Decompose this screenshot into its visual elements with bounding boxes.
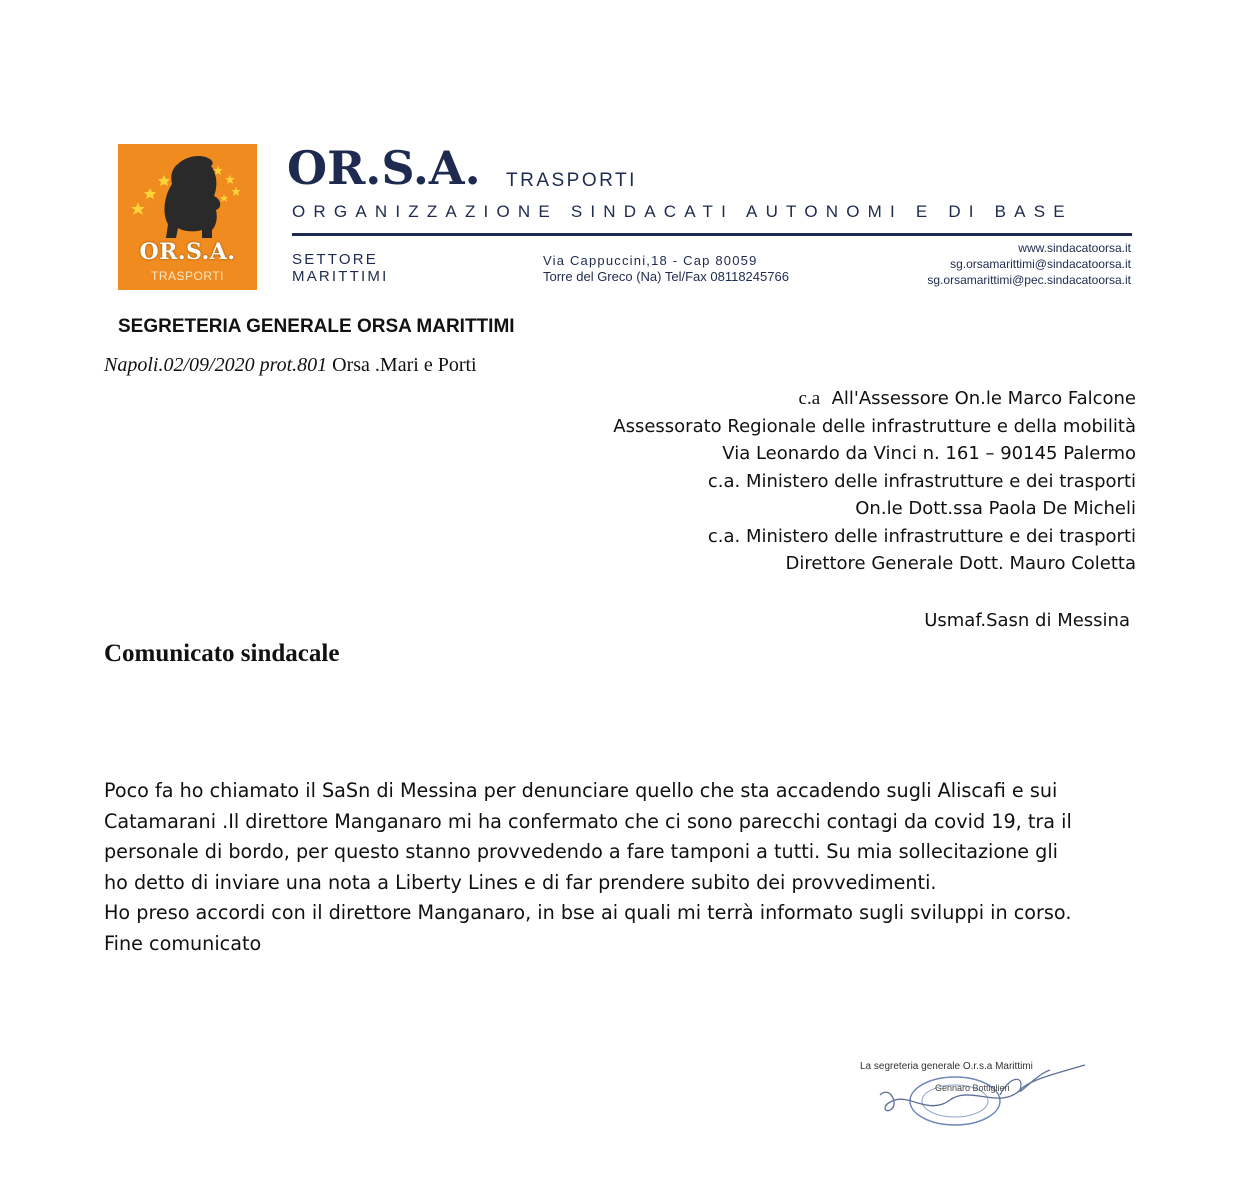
recipient-text: All'Assessore On.le Marco Falcone xyxy=(820,388,1136,409)
body-line: ho detto di inviare una nota a Liberty Lines e di far prendere subito dei provvedimenti. xyxy=(104,870,937,894)
office-heading: SEGRETERIA GENERALE ORSA MARITTIMI xyxy=(118,316,515,337)
website-link[interactable]: www.sindacatoorsa.it xyxy=(1018,241,1131,255)
recipient-line: Via Leonardo da Vinci n. 161 – 90145 Palermo xyxy=(722,443,1136,464)
recipient-line: c.a. Ministero delle infrastrutture e dei trasporti xyxy=(707,470,1136,492)
signature-name: Gennaro Bottiglieri xyxy=(935,1083,1010,1093)
logo-name: OR.S.A. xyxy=(139,239,236,265)
body-text xyxy=(104,776,1164,959)
brand-subtitle: TRASPORTI xyxy=(506,170,637,191)
orsa-logo xyxy=(118,144,257,290)
pec-email-link[interactable]: sg.orsamarittimi@pec.sindacatoorsa.it xyxy=(927,273,1131,287)
signature-stamp xyxy=(850,1055,1100,1135)
body-line: Ho preso accordi con il direttore Manganaro, in bse ai quali mi terrà informato sugli sviluppi in corso. xyxy=(104,901,1072,924)
recipients-block xyxy=(613,385,1136,578)
address-line: Torre del Greco (Na) Tel/Fax 08118245766 xyxy=(543,269,789,284)
contact-block xyxy=(927,240,1131,288)
brand-name: OR.S.A. xyxy=(287,141,481,195)
sector-label: SETTORE MARITTIMI xyxy=(292,251,389,285)
protocol-date: Napoli.02/09/2020 prot.801 xyxy=(104,354,328,376)
protocol-office: Orsa .Mari e Porti xyxy=(327,354,477,376)
body-line: Poco fa ho chiamato il SaSn di Messina per denunciare quello che sta accadendo sugli Aliscafi e sui xyxy=(104,779,1058,802)
protocol-line xyxy=(104,354,477,377)
recipient-line: c.a. Ministero delle infrastrutture e dei trasporti xyxy=(707,525,1136,547)
ca-prefix: c.a xyxy=(798,388,821,409)
body-line: personale di bordo, per questo stanno provvedendo a fare tamponi a tutti. Su mia sollecitazione gli xyxy=(104,840,1059,863)
document-title: Comunicato sindacale xyxy=(104,640,340,667)
organization-full-name: ORGANIZZAZIONE SINDACATI AUTONOMI E DI BASE xyxy=(292,202,1073,221)
recipient-line: Assessorato Regionale delle infrastrutture e della mobilità xyxy=(613,415,1136,437)
recipient-line: Direttore Generale Dott. Mauro Coletta xyxy=(785,553,1136,574)
recipient-line: On.le Dott.ssa Paola De Micheli xyxy=(855,498,1136,519)
logo-subtitle: TRASPORTI xyxy=(151,269,224,283)
email-link[interactable]: sg.orsamarittimi@sindacatoorsa.it xyxy=(950,257,1131,271)
address-block xyxy=(543,253,789,285)
header-divider xyxy=(292,233,1132,236)
signature-caption: La segreteria generale O.r.s.a Marittimi xyxy=(860,1061,1033,1072)
body-line: Catamarani .Il direttore Manganaro mi ha confermato che ci sono parecchi contagi da covid 19, tra il xyxy=(104,809,1072,833)
address-line: Via Cappuccini,18 - Cap 80059 xyxy=(543,253,758,268)
body-line: Fine comunicato xyxy=(104,931,262,955)
recipient-usmaf: Usmaf.Sasn di Messina xyxy=(924,610,1130,631)
recipient-line xyxy=(613,385,1136,413)
